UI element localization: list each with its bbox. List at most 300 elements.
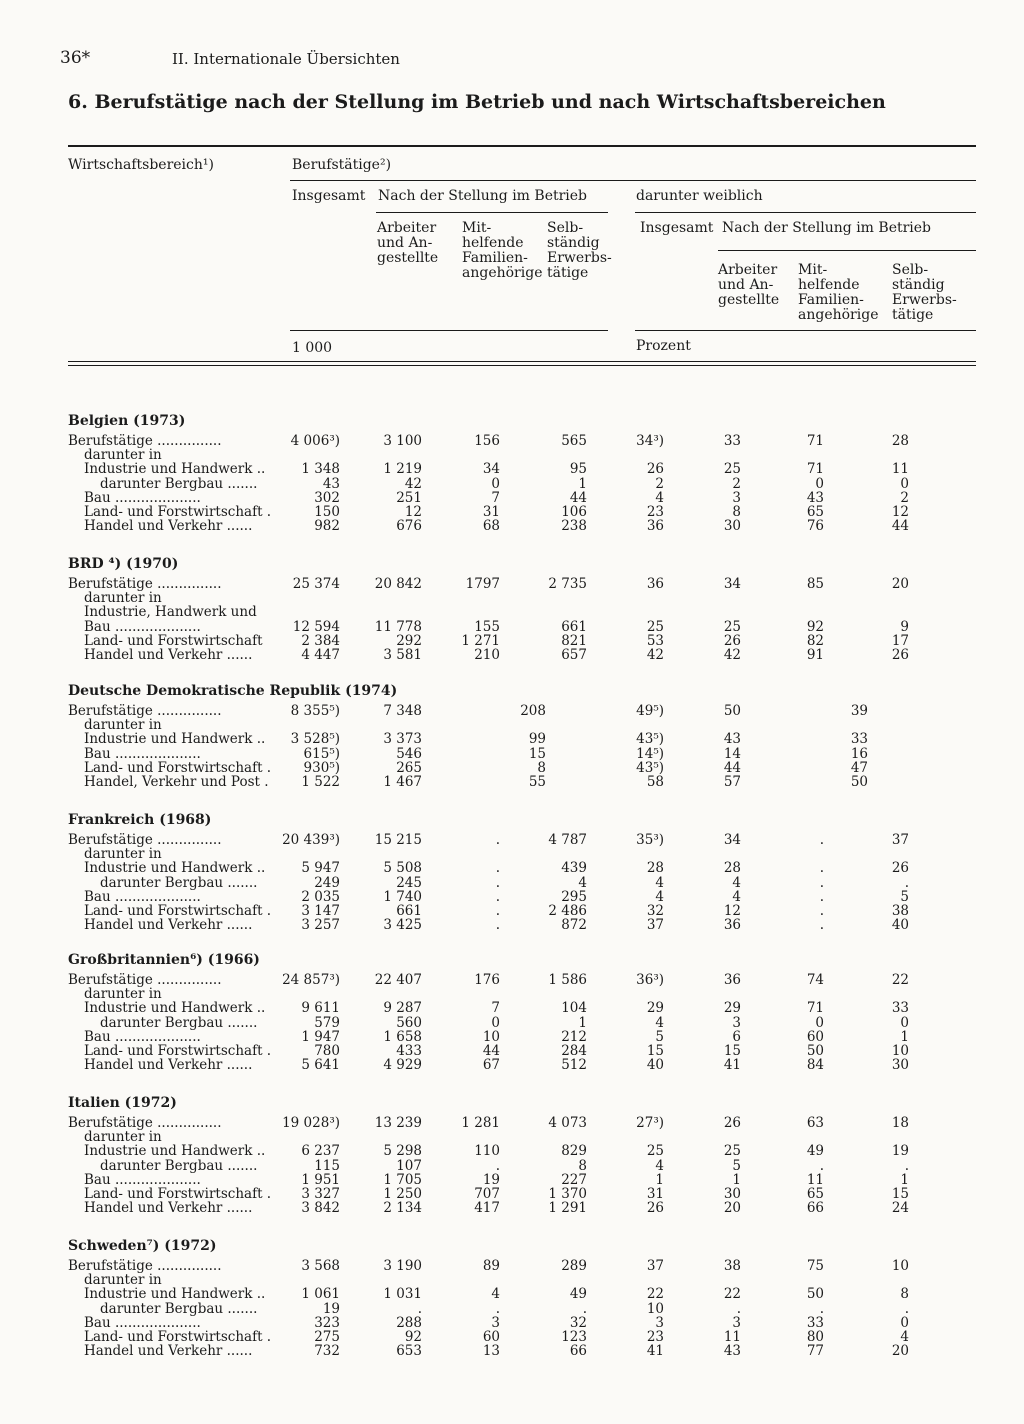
cell-value: 26 <box>891 860 909 877</box>
row-label: Land- und Forstwirtschaft . <box>84 504 272 520</box>
table-row <box>0 648 1024 663</box>
cell-value: 76 <box>806 518 824 535</box>
cell-value: 42 <box>723 647 741 663</box>
cell-value: 41 <box>646 1343 664 1360</box>
row-label: Handel und Verkehr ...... <box>84 917 253 934</box>
cell-value: 2 <box>655 475 664 492</box>
rule-under-nach-stellung-w <box>718 250 976 251</box>
cell-value: 123 <box>561 1329 587 1345</box>
header-selbstaendig: Selb- ständig Erwerbs- tätige <box>547 220 612 281</box>
cell-value: 19 028³) <box>282 1115 340 1131</box>
cell-value: 661 <box>396 903 422 919</box>
cell-value: 150 <box>314 504 340 520</box>
cell-value: 53 <box>646 632 664 649</box>
cell-value: 15 <box>528 745 546 762</box>
cell-value: 872 <box>561 917 587 934</box>
cell-value: 43 <box>723 731 741 748</box>
cell-value: 982 <box>314 518 340 535</box>
cell-value: . <box>819 903 824 919</box>
cell-value: 44 <box>891 518 909 535</box>
table-title: 6. Berufstätige nach der Stellung im Betrieb und nach Wirtschaftsbereichen <box>68 91 886 113</box>
cell-value: 43 <box>806 489 824 506</box>
cell-value: 57 <box>723 774 741 790</box>
cell-value: 3 <box>732 1314 741 1331</box>
section-title: Deutsche Demokratische Republik (1974) <box>68 683 398 699</box>
cell-value: 84 <box>806 1057 824 1074</box>
table-row <box>0 1344 1024 1359</box>
cell-value: 560 <box>396 1014 422 1031</box>
cell-value: 11 778 <box>374 618 422 635</box>
cell-value: 0 <box>815 1014 824 1031</box>
cell-value: 49⁵) <box>636 703 664 719</box>
cell-value: 8 <box>732 504 741 520</box>
cell-value: 11 <box>806 1171 824 1188</box>
row-label: Land- und Forstwirtschaft . <box>84 1186 272 1202</box>
cell-value: 3 100 <box>383 433 422 449</box>
cell-value: 156 <box>474 433 500 449</box>
cell-value: 1 <box>732 1171 741 1188</box>
cell-value: 49 <box>806 1143 824 1160</box>
cell-value: 1 947 <box>301 1028 340 1045</box>
cell-value: 251 <box>396 489 422 506</box>
cell-value: 60 <box>482 1329 500 1345</box>
cell-value: 707 <box>474 1186 500 1202</box>
cell-value: 0 <box>900 1314 909 1331</box>
cell-value: 439 <box>561 860 587 877</box>
cell-value: 1 467 <box>383 774 422 790</box>
cell-value: 25 <box>646 1143 664 1160</box>
cell-value: 49 <box>569 1286 587 1303</box>
row-label: Land- und Forstwirtschaft . <box>84 903 272 919</box>
cell-value: 3 842 <box>301 1200 340 1217</box>
row-label: Bau .................... <box>84 745 201 762</box>
cell-value: 1 522 <box>301 774 340 790</box>
header-bottom-rule-1 <box>68 361 976 362</box>
cell-value: 104 <box>561 1000 587 1017</box>
cell-value: 4 <box>732 874 741 891</box>
row-label: Industrie und Handwerk .. <box>84 1000 266 1017</box>
cell-value: 155 <box>474 618 500 635</box>
cell-value: 579 <box>314 1014 340 1031</box>
cell-value: 4 929 <box>383 1057 422 1074</box>
cell-value: 0 <box>491 475 500 492</box>
cell-value: 0 <box>491 1014 500 1031</box>
cell-value: 40 <box>891 917 909 934</box>
cell-value: 28 <box>646 860 664 877</box>
cell-value: 1 370 <box>548 1186 587 1202</box>
cell-value: 8 <box>578 1157 587 1174</box>
cell-value: 3 581 <box>383 647 422 663</box>
cell-value: 653 <box>396 1343 422 1360</box>
unit-1000: 1 000 <box>292 340 333 356</box>
cell-value: 31 <box>646 1186 664 1202</box>
cell-value: 3 <box>732 489 741 506</box>
cell-value: 63 <box>806 1115 824 1131</box>
row-label: Land- und Forstwirtschaft . <box>84 1043 272 1059</box>
cell-value: 110 <box>474 1143 500 1160</box>
cell-value: 22 <box>891 972 909 988</box>
cell-value: 5 641 <box>301 1057 340 1074</box>
cell-value: 12 <box>723 903 741 919</box>
cell-value: 22 <box>723 1286 741 1303</box>
row-label: Berufstätige ............... <box>68 832 222 848</box>
cell-value: 55 <box>528 774 546 790</box>
cell-value: 10 <box>891 1258 909 1274</box>
cell-value: 212 <box>561 1028 587 1045</box>
row-label: Bau .................... <box>84 888 201 905</box>
cell-value: 18 <box>891 1115 909 1131</box>
cell-value: 433 <box>396 1043 422 1059</box>
row-label: darunter in <box>84 447 162 464</box>
cell-value: 0 <box>900 475 909 492</box>
cell-value: 17 <box>891 632 909 649</box>
cell-value: 20 <box>891 1343 909 1360</box>
row-label: darunter Bergbau ....... <box>100 874 258 891</box>
cell-value: 1 061 <box>301 1286 340 1303</box>
cell-value: 284 <box>561 1043 587 1059</box>
cell-value: 245 <box>396 874 422 891</box>
header-insgesamt-weiblich: Insgesamt <box>640 220 714 236</box>
rule-above-unit-prozent <box>635 330 976 331</box>
cell-value: 3 <box>655 1314 664 1331</box>
cell-value: 9 287 <box>383 1000 422 1017</box>
cell-value: 14⁵) <box>636 745 664 762</box>
cell-value: 20 <box>723 1200 741 1217</box>
cell-value: 22 <box>646 1286 664 1303</box>
cell-value: 1 <box>900 1028 909 1045</box>
cell-value: 11 <box>723 1329 741 1345</box>
cell-value: 37 <box>646 1258 664 1274</box>
header-mithelfende: Mit- helfende Familien- angehörige <box>462 220 543 281</box>
cell-value: 3 425 <box>383 917 422 934</box>
row-label: darunter Bergbau ....... <box>100 1014 258 1031</box>
cell-value: 42 <box>404 475 422 492</box>
cell-value: . <box>736 1300 741 1317</box>
cell-value: 74 <box>806 972 824 988</box>
cell-value: 9 <box>900 618 909 635</box>
row-label: Industrie und Handwerk .. <box>84 461 266 478</box>
cell-value: 821 <box>561 632 587 649</box>
cell-value: 50 <box>806 1286 824 1303</box>
header-arbeiter: Arbeiter und An- gestellte <box>377 220 439 266</box>
cell-value: 3 528⁵) <box>290 731 340 748</box>
row-label: darunter Bergbau ....... <box>100 1157 258 1174</box>
cell-value: . <box>495 860 500 877</box>
cell-value: 4 <box>900 1329 909 1345</box>
cell-value: 5 <box>732 1157 741 1174</box>
cell-value: 292 <box>396 632 422 649</box>
cell-value: 930⁵) <box>303 759 340 776</box>
row-label: darunter in <box>84 590 162 607</box>
cell-value: 4 006³) <box>290 433 340 449</box>
cell-value: . <box>819 1157 824 1174</box>
cell-value: 58 <box>646 774 664 790</box>
cell-value: . <box>495 917 500 934</box>
cell-value: 9 611 <box>301 1000 340 1017</box>
cell-value: 8 <box>900 1286 909 1303</box>
cell-value: 10 <box>646 1300 664 1317</box>
cell-value: 65 <box>806 1186 824 1202</box>
cell-value: 1 951 <box>301 1171 340 1188</box>
cell-value: 1 705 <box>383 1171 422 1188</box>
cell-value: 40 <box>646 1057 664 1074</box>
cell-value: 106 <box>561 504 587 520</box>
cell-value: 26 <box>646 1200 664 1217</box>
cell-value: 1 250 <box>383 1186 422 1202</box>
cell-value: 7 348 <box>383 703 422 719</box>
header-nach-stellung: Nach der Stellung im Betrieb <box>378 188 588 204</box>
row-label: Bau .................... <box>84 618 201 635</box>
cell-value: 2 <box>732 475 741 492</box>
cell-value: 115 <box>314 1157 340 1174</box>
row-label: Berufstätige ............... <box>68 1115 222 1131</box>
cell-value: 1 <box>578 475 587 492</box>
cell-value: 28 <box>723 860 741 877</box>
header-selbstaendig-weiblich: Selb- ständig Erwerbs- tätige <box>892 262 957 323</box>
cell-value: 31 <box>482 504 500 520</box>
cell-value: 34 <box>723 576 741 592</box>
cell-value: 43⁵) <box>636 731 664 748</box>
cell-value: 66 <box>806 1200 824 1217</box>
cell-value: 4 <box>732 888 741 905</box>
cell-value: 15 215 <box>374 832 422 848</box>
header-berufstaetige: Berufstätige²) <box>292 157 392 173</box>
header-darunter-weiblich: darunter weiblich <box>636 188 763 204</box>
cell-value: 20 <box>891 576 909 592</box>
cell-value: . <box>417 1300 422 1317</box>
cell-value: 24 857³) <box>282 972 340 988</box>
cell-value: 35³) <box>636 832 664 848</box>
header-wirtschaftsbereich: Wirtschaftsbereich¹) <box>68 157 214 173</box>
cell-value: 615⁵) <box>303 745 340 762</box>
cell-value: 5 947 <box>301 860 340 877</box>
cell-value: 1 291 <box>548 1200 587 1217</box>
row-label: Industrie, Handwerk und <box>84 604 257 621</box>
row-label: Industrie und Handwerk .. <box>84 1286 266 1303</box>
cell-value: 512 <box>561 1057 587 1074</box>
cell-value: 92 <box>806 618 824 635</box>
row-label: darunter in <box>84 1272 162 1289</box>
cell-value: . <box>904 1157 909 1174</box>
section-title: Großbritannien⁶) (1966) <box>68 952 260 968</box>
cell-value: 24 <box>891 1200 909 1217</box>
cell-value: 43 <box>322 475 340 492</box>
cell-value: 19 <box>482 1171 500 1188</box>
cell-value: 33 <box>850 731 868 748</box>
row-label: Land- und Forstwirtschaft . <box>84 759 272 776</box>
cell-value: 4 073 <box>548 1115 587 1131</box>
cell-value: 4 <box>578 874 587 891</box>
cell-value: 60 <box>806 1028 824 1045</box>
row-label: Handel und Verkehr ...... <box>84 518 253 535</box>
cell-value: 1 348 <box>301 461 340 478</box>
cell-value: 295 <box>561 888 587 905</box>
cell-value: 32 <box>569 1314 587 1331</box>
cell-value: 26 <box>723 632 741 649</box>
table-row <box>0 1058 1024 1073</box>
cell-value: 5 508 <box>383 860 422 877</box>
cell-value: 12 594 <box>292 618 340 635</box>
cell-value: 38 <box>891 903 909 919</box>
cell-value: 34 <box>723 832 741 848</box>
cell-value: 1 271 <box>461 632 500 649</box>
cell-value: 36 <box>646 518 664 535</box>
top-rule-thick <box>68 145 976 147</box>
section-title: Belgien (1973) <box>68 413 186 429</box>
header-insgesamt: Insgesamt <box>292 188 366 204</box>
cell-value: 23 <box>646 504 664 520</box>
cell-value: 3 147 <box>301 903 340 919</box>
cell-value: 15 <box>891 1186 909 1202</box>
header-mithelfende-weiblich: Mit- helfende Familien- angehörige <box>798 262 879 323</box>
cell-value: 85 <box>806 576 824 592</box>
cell-value: 26 <box>891 647 909 663</box>
cell-value: 2 035 <box>301 888 340 905</box>
cell-value: 26 <box>723 1115 741 1131</box>
cell-value: 77 <box>806 1343 824 1360</box>
header-arbeiter-weiblich: Arbeiter und An- gestellte <box>718 262 780 308</box>
cell-value: . <box>495 888 500 905</box>
cell-value: 3 <box>732 1014 741 1031</box>
cell-value: 227 <box>561 1171 587 1188</box>
cell-value: 25 <box>723 1143 741 1160</box>
cell-value: 10 <box>482 1028 500 1045</box>
cell-value: 176 <box>474 972 500 988</box>
cell-value: 1797 <box>465 576 500 592</box>
cell-value: 12 <box>404 504 422 520</box>
cell-value: 36 <box>723 917 741 934</box>
row-label: darunter in <box>84 1129 162 1146</box>
cell-value: . <box>819 1300 824 1317</box>
cell-value: 565 <box>561 433 587 449</box>
cell-value: 249 <box>314 874 340 891</box>
cell-value: . <box>495 874 500 891</box>
cell-value: 2 384 <box>301 632 340 649</box>
cell-value: 275 <box>314 1329 340 1345</box>
table-row <box>0 775 1024 790</box>
cell-value: 4 <box>655 1014 664 1031</box>
rule-under-berufstaetige <box>290 180 976 181</box>
cell-value: . <box>819 874 824 891</box>
row-label: Handel und Verkehr ...... <box>84 1200 253 1217</box>
cell-value: 3 568 <box>301 1258 340 1274</box>
cell-value: 44 <box>482 1043 500 1059</box>
cell-value: 44 <box>723 759 741 776</box>
cell-value: . <box>819 917 824 934</box>
cell-value: 288 <box>396 1314 422 1331</box>
cell-value: 2 134 <box>383 1200 422 1217</box>
cell-value: 1 658 <box>383 1028 422 1045</box>
row-label: Land- und Forstwirtschaft <box>84 632 263 649</box>
cell-value: 302 <box>314 489 340 506</box>
cell-value: 4 <box>655 888 664 905</box>
cell-value: 210 <box>474 647 500 663</box>
table-row <box>0 1201 1024 1216</box>
cell-value: 13 <box>482 1343 500 1360</box>
rule-under-darunter-weiblich <box>635 212 976 213</box>
cell-value: 30 <box>723 518 741 535</box>
row-label: Handel, Verkehr und Post . <box>84 774 269 790</box>
cell-value: 4 787 <box>548 832 587 848</box>
cell-value: . <box>582 1300 587 1317</box>
cell-value: 33 <box>891 1000 909 1017</box>
section-title: Schweden⁷) (1972) <box>68 1238 217 1254</box>
cell-value: 23 <box>646 1329 664 1345</box>
rule-above-unit-1000 <box>290 330 608 331</box>
cell-value: 67 <box>482 1057 500 1074</box>
cell-value: . <box>904 1300 909 1317</box>
cell-value: 4 <box>655 874 664 891</box>
cell-value: 3 190 <box>383 1258 422 1274</box>
cell-value: 4 <box>655 489 664 506</box>
cell-value: 265 <box>396 759 422 776</box>
cell-value: 8 <box>537 759 546 776</box>
cell-value: 0 <box>900 1014 909 1031</box>
cell-value: 11 <box>891 461 909 478</box>
cell-value: . <box>819 832 824 848</box>
row-label: Industrie und Handwerk .. <box>84 1143 266 1160</box>
cell-value: 1 <box>578 1014 587 1031</box>
row-label: darunter in <box>84 986 162 1003</box>
cell-value: 732 <box>314 1343 340 1360</box>
cell-value: 323 <box>314 1314 340 1331</box>
cell-value: 65 <box>806 504 824 520</box>
cell-value: 4 <box>655 1157 664 1174</box>
cell-value: 80 <box>806 1329 824 1345</box>
cell-value: 20 842 <box>374 576 422 592</box>
cell-value: 34³) <box>636 433 664 449</box>
cell-value: 95 <box>569 461 587 478</box>
cell-value: 0 <box>815 475 824 492</box>
cell-value: 82 <box>806 632 824 649</box>
cell-value: 33 <box>806 1314 824 1331</box>
cell-value: 89 <box>482 1258 500 1274</box>
cell-value: 676 <box>396 518 422 535</box>
section-title: BRD ⁴) (1970) <box>68 556 179 572</box>
cell-value: 8 355⁵) <box>290 703 340 719</box>
cell-value: 1 <box>900 1171 909 1188</box>
cell-value: 3 257 <box>301 917 340 934</box>
cell-value: 71 <box>806 1000 824 1017</box>
cell-value: 41 <box>723 1057 741 1074</box>
section-title: Frankreich (1968) <box>68 812 212 828</box>
row-label: Bau .................... <box>84 1171 201 1188</box>
cell-value: 66 <box>569 1343 587 1360</box>
cell-value: 14 <box>723 745 741 762</box>
cell-value: 50 <box>806 1043 824 1059</box>
cell-value: 43 <box>723 1343 741 1360</box>
cell-value: . <box>495 1300 500 1317</box>
cell-value: 2 735 <box>548 576 587 592</box>
cell-value: 68 <box>482 518 500 535</box>
cell-value: 4 <box>491 1286 500 1303</box>
cell-value: 47 <box>850 759 868 776</box>
cell-value: 546 <box>396 745 422 762</box>
row-label: Berufstätige ............... <box>68 1258 222 1274</box>
cell-value: 71 <box>806 433 824 449</box>
cell-value: 71 <box>806 461 824 478</box>
cell-value: 25 374 <box>292 576 340 592</box>
table-row <box>0 519 1024 534</box>
cell-value: 33 <box>723 433 741 449</box>
cell-value: 1 740 <box>383 888 422 905</box>
row-label: Land- und Forstwirtschaft . <box>84 1329 272 1345</box>
cell-value: 36³) <box>636 972 664 988</box>
cell-value: 829 <box>561 1143 587 1160</box>
cell-value: 44 <box>569 489 587 506</box>
cell-value: 5 298 <box>383 1143 422 1160</box>
page-number: 36* <box>60 48 91 68</box>
